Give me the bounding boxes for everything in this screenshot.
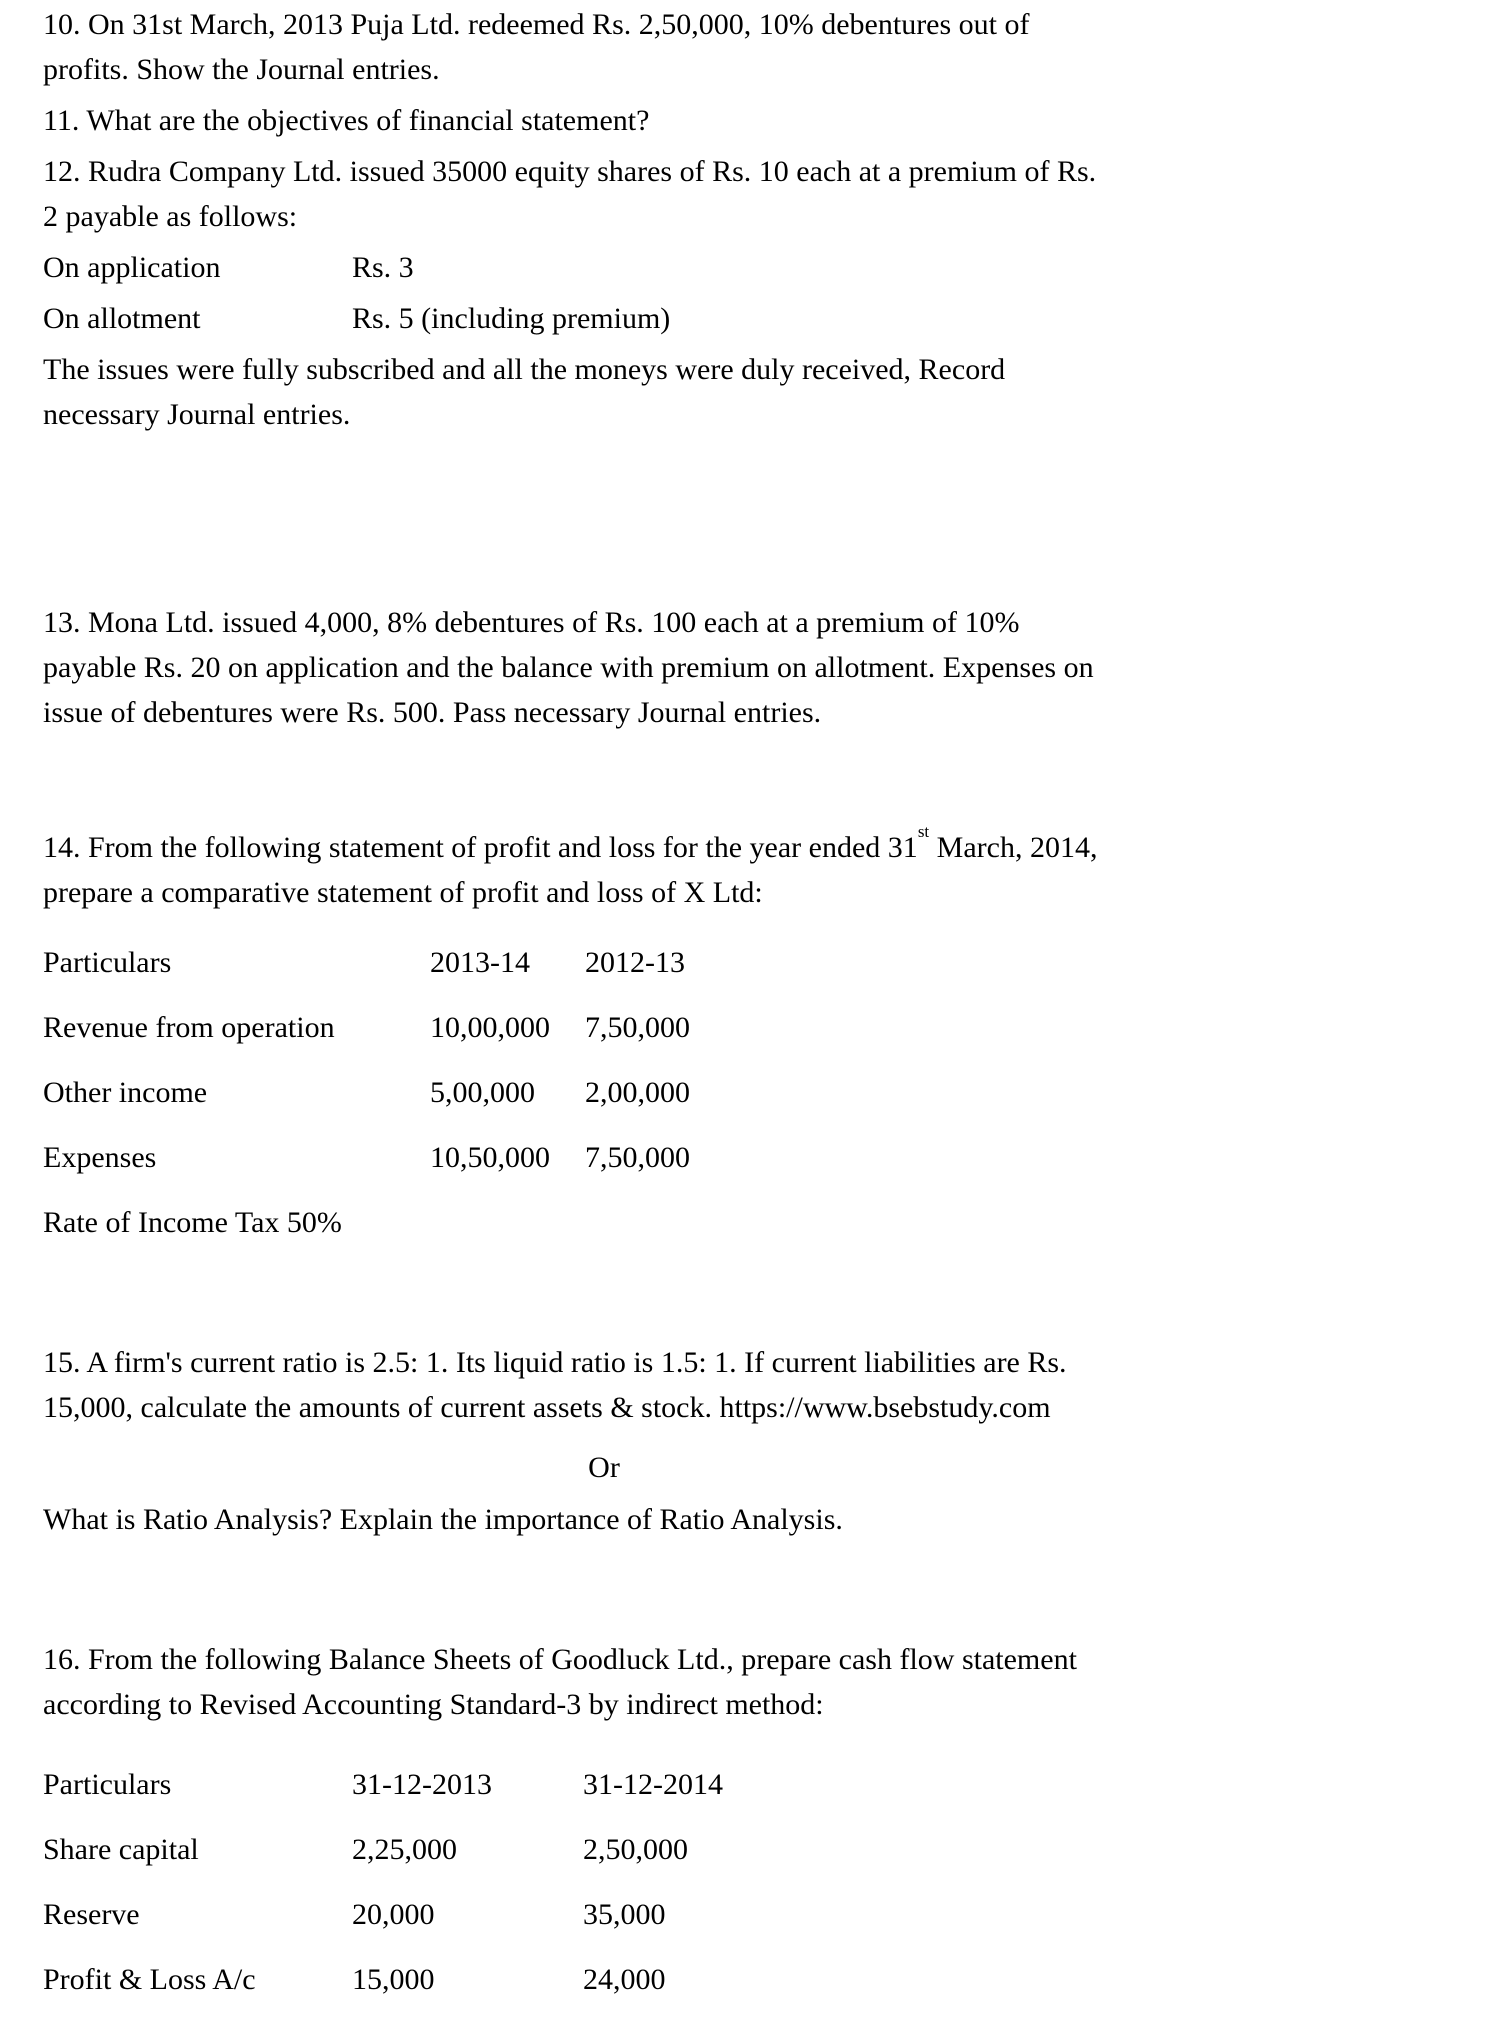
table-cell: 35,000 bbox=[583, 1898, 666, 1931]
table-cell: 7,50,000 bbox=[585, 1011, 690, 1044]
term-label: On allotment bbox=[43, 302, 201, 335]
or-separator bbox=[43, 1445, 1165, 1490]
table-row bbox=[43, 1135, 1165, 1180]
table-header-cell: 31-12-2013 bbox=[352, 1768, 492, 1801]
question-12-line-1: 12. Rudra Company Ltd. issued 35000 equity shares of Rs. 10 each at a premium of Rs. bbox=[43, 155, 1097, 188]
term-value: Rs. 5 (including premium) bbox=[352, 302, 671, 335]
question-12 bbox=[43, 149, 1165, 239]
table-row bbox=[43, 1892, 1165, 1937]
table-cell: 20,000 bbox=[352, 1898, 435, 1931]
question-12-note bbox=[43, 347, 1165, 437]
table-row bbox=[43, 1827, 1165, 1872]
table-row bbox=[43, 1005, 1165, 1050]
table-header-cell: 2012-13 bbox=[585, 946, 685, 979]
table-cell: 7,50,000 bbox=[585, 1141, 690, 1174]
question-12-note-line-2: necessary Journal entries. bbox=[43, 398, 351, 431]
question-14-line-1-post: March, 2014, bbox=[929, 831, 1098, 864]
table-cell: 24,000 bbox=[583, 1963, 666, 1996]
watermark-url: https://www.bsebstudy.com bbox=[719, 1391, 1051, 1424]
question-15-line-2-text: 15,000, calculate the amounts of current assets & stock. bbox=[43, 1391, 720, 1424]
table-cell: Reserve bbox=[43, 1898, 140, 1931]
table-cell: 2,25,000 bbox=[352, 1833, 457, 1866]
question-12-note-line-1: The issues were fully subscribed and all the moneys were duly received, Record bbox=[43, 353, 1006, 386]
question-10-line-2: profits. Show the Journal entries. bbox=[43, 53, 440, 86]
table-cell: 5,00,000 bbox=[430, 1076, 535, 1109]
question-14-line-1-pre: 14. From the following statement of profit and loss for the year ended 31 bbox=[43, 831, 918, 864]
question-15 bbox=[43, 1340, 1165, 1430]
table-header-cell: Particulars bbox=[43, 946, 172, 979]
table-row bbox=[43, 1070, 1165, 1115]
table-row bbox=[43, 1957, 1165, 2002]
table-cell: Expenses bbox=[43, 1141, 157, 1174]
table-cell: Other income bbox=[43, 1076, 208, 1109]
table-header-row bbox=[43, 940, 1165, 985]
table-header-cell: Particulars bbox=[43, 1768, 172, 1801]
question-13-line-3: issue of debentures were Rs. 500. Pass necessary Journal entries. bbox=[43, 696, 822, 729]
table-cell: Revenue from operation bbox=[43, 1011, 335, 1044]
question-14-line-2: prepare a comparative statement of profit and loss of X Ltd: bbox=[43, 876, 763, 909]
table-header-cell: 31-12-2014 bbox=[583, 1768, 723, 1801]
balance-sheet-table bbox=[43, 1762, 1165, 2002]
table-header-row bbox=[43, 1762, 1165, 1807]
question-12-line-2: 2 payable as follows: bbox=[43, 200, 298, 233]
ordinal-superscript: st bbox=[917, 821, 930, 841]
profit-loss-statement-table bbox=[43, 940, 1165, 1180]
question-11 bbox=[43, 98, 1165, 143]
question-13 bbox=[43, 600, 1165, 735]
payment-term-application bbox=[43, 245, 1165, 290]
question-15-alternative bbox=[43, 1497, 1165, 1542]
table-cell: Profit & Loss A/c bbox=[43, 1963, 256, 1996]
table-cell: 2,00,000 bbox=[585, 1076, 690, 1109]
table-cell: 15,000 bbox=[352, 1963, 435, 1996]
income-tax-note-line: Rate of Income Tax 50% bbox=[43, 1206, 342, 1239]
question-14-line-1 bbox=[43, 821, 1165, 870]
table-cell: Share capital bbox=[43, 1833, 199, 1866]
question-15-line-1: 15. A firm's current ratio is 2.5: 1. Its liquid ratio is 1.5: 1. If current liabilities are Rs. bbox=[43, 1346, 1067, 1379]
question-13-line-1: 13. Mona Ltd. issued 4,000, 8% debentures of Rs. 100 each at a premium of 10% bbox=[43, 606, 1020, 639]
table-cell: 10,50,000 bbox=[430, 1141, 550, 1174]
table-cell: 2,50,000 bbox=[583, 1833, 688, 1866]
question-13-line-2: payable Rs. 20 on application and the balance with premium on allotment. Expenses on bbox=[43, 651, 1094, 684]
term-value: Rs. 3 bbox=[352, 251, 414, 284]
question-16-line-1: 16. From the following Balance Sheets of Goodluck Ltd., prepare cash flow statement bbox=[43, 1643, 1077, 1676]
table-cell: 10,00,000 bbox=[430, 1011, 550, 1044]
question-10 bbox=[43, 2, 1165, 92]
table-header-cell: 2013-14 bbox=[430, 946, 530, 979]
question-14 bbox=[43, 821, 1165, 915]
term-label: On application bbox=[43, 251, 221, 284]
question-11-line-1: 11. What are the objectives of financial statement? bbox=[43, 104, 650, 137]
or-label: Or bbox=[588, 1451, 620, 1484]
question-16 bbox=[43, 1637, 1165, 1727]
question-16-line-2: according to Revised Accounting Standard-3 by indirect method: bbox=[43, 1688, 824, 1721]
payment-term-allotment bbox=[43, 296, 1165, 341]
income-tax-note bbox=[43, 1200, 1165, 1245]
question-15-alt-line: What is Ratio Analysis? Explain the importance of Ratio Analysis. bbox=[43, 1503, 843, 1536]
question-10-line-1: 10. On 31st March, 2013 Puja Ltd. redeemed Rs. 2,50,000, 10% debentures out of bbox=[43, 8, 1030, 41]
question-15-line-2 bbox=[43, 1385, 1165, 1430]
